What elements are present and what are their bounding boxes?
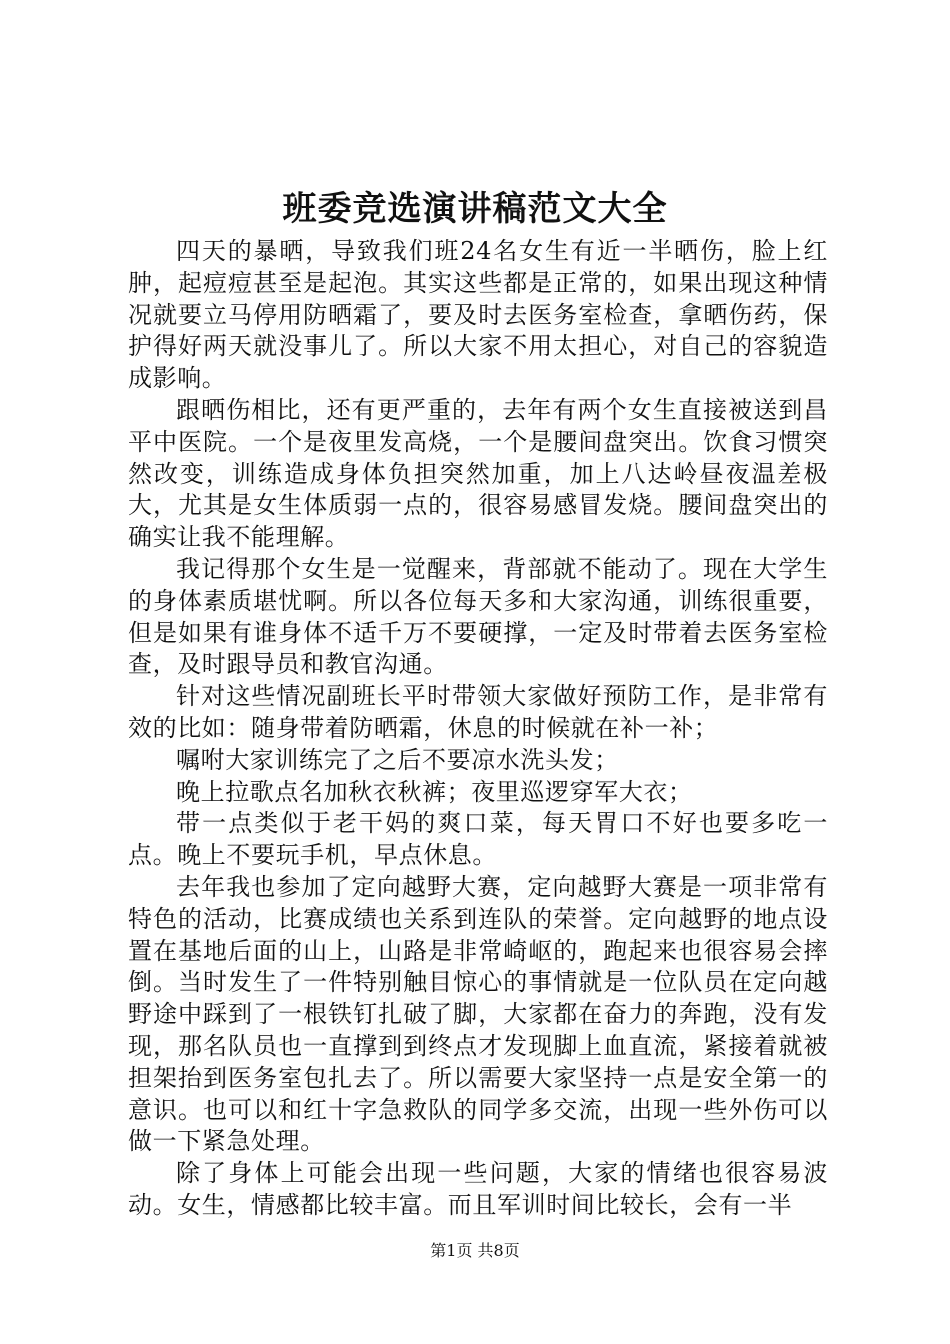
paragraph: 晚上拉歌点名加秋衣秋裤；夜里巡逻穿军大衣；	[176, 777, 693, 806]
paragraph: 除了身体上可能会出现一些问题，大家的情绪也很容易波动。女生，情感都比较丰富。而且军训时间比较长，会有一半	[128, 1159, 828, 1219]
paragraph: 四天的暴晒，导致我们班24名女生有近一半晒伤，脸上红肿，起痘痘甚至是起泡。其实这些都是正常的，如果出现这种情况就要立马停用防晒霜了，要及时去医务室检查，拿晒伤药，保护得好两天就没事儿了。所以大家不用太担心，对自己的容貌造成影响。	[128, 237, 828, 393]
paragraph: 跟晒伤相比，还有更严重的，去年有两个女生直接被送到昌平中医院。一个是夜里发高烧，一个是腰间盘突出。饮食习惯突然改变，训练造成身体负担突然加重，加上八达岭昼夜温差极大，尤其是女生体质弱一点的，很容易感冒发烧。腰间盘突出的确实让我不能理解。	[128, 395, 828, 552]
document-title: 班委竞选演讲稿范文大全	[282, 189, 668, 229]
paragraph: 针对这些情况副班长平时带领大家做好预防工作，是非常有效的比如：随身带着防晒霜，休息的时候就在补一补；	[128, 682, 828, 742]
paragraph: 去年我也参加了定向越野大赛，定向越野大赛是一项非常有特色的活动，比赛成绩也关系到连队的荣誉。定向越野的地点设置在基地后面的山上，山路是非常崎岖的，跑起来也很容易会摔倒。当时发生了一件特别触目惊心的事情就是一位队员在定向越野途中踩到了一根铁钉扎破了脚，大家都在奋力的奔跑，没有发现，那名队员也一直撑到到终点才发现脚上血直流，紧接着就被担架抬到医务室包扎去了。所以需要大家坚持一点是安全第一的意识。也可以和红十字急救队的同学多交流，出现一些外伤可以做一下紧急处理。	[128, 872, 828, 1156]
paragraph: 我记得那个女生是一觉醒来，背部就不能动了。现在大学生的身体素质堪忧啊。所以各位每天多和大家沟通，训练很重要，但是如果有谁身体不适千万不要硬撑，一定及时带着去医务室检查，及时跟导员和教官沟通。	[128, 554, 828, 679]
page-number-footer: 第1页 共8页	[430, 1241, 520, 1260]
paragraph: 嘱咐大家训练完了之后不要凉水洗头发；	[176, 745, 619, 774]
paragraph: 带一点类似于老干妈的爽口菜，每天胃口不好也要多吃一点。晚上不要玩手机，早点休息。	[128, 809, 828, 870]
document-body	[128, 236, 828, 1222]
